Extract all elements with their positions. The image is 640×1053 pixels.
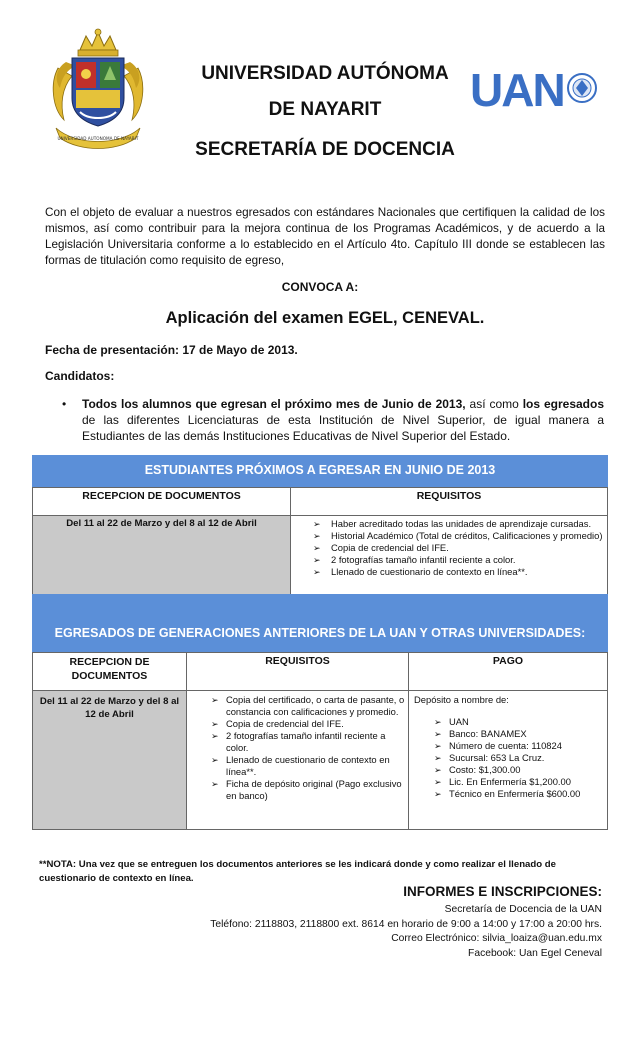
table2-banner: EGRESADOS DE GENERACIONES ANTERIORES DE LA UAN Y OTRAS UNIVERSIDADES: <box>32 594 608 652</box>
candidates-item <box>64 396 604 444</box>
payment-item-text: Banco: BANAMEX <box>449 728 527 739</box>
requirement-item <box>291 542 607 554</box>
bullet-icon: • <box>62 397 67 411</box>
intro-paragraph: Con el objeto de evaluar a nuestros egresados con estándares Nacionales que certifiquen la calidad de los mismos, así como contribuir para la mejora continua de los Programas Académicos, y de acuerdo a la Legislación Universitaria conforme a lo establecido en el Artículo 4to. Capítulo III donde se establecen las formas de titulación como requisito de egreso, <box>45 206 605 267</box>
payment-item-text: Costo: $1,300.00 <box>449 764 521 775</box>
contact-info <box>210 903 602 961</box>
arrow-bullet-icon: ➢ <box>434 717 442 727</box>
presentation-date: Fecha de presentación: 17 de Mayo de 2013. <box>45 343 298 357</box>
table2-payment-cell <box>409 691 608 830</box>
informes-heading: INFORMES E INSCRIPCIONES: <box>403 884 602 899</box>
payment-item-text: Lic. En Enfermería $1,200.00 <box>449 776 571 787</box>
candidates-label: Candidatos: <box>45 369 115 383</box>
payment-list <box>409 706 607 802</box>
arrow-bullet-icon: ➢ <box>211 731 219 741</box>
arrow-bullet-icon: ➢ <box>211 755 219 765</box>
arrow-bullet-icon: ➢ <box>434 777 442 787</box>
requirement-item <box>187 730 408 754</box>
arrow-bullet-icon: ➢ <box>434 741 442 751</box>
candidates-text <box>64 396 604 444</box>
requirement-item <box>291 566 607 578</box>
contact-line: Teléfono: 2118803, 2118800 ext. 8614 en horario de 9:00 a 14:00 y 17:00 a 20:00 hrs. <box>210 918 602 930</box>
arrow-bullet-icon: ➢ <box>434 753 442 763</box>
title-state: DE NAYARIT <box>268 99 382 120</box>
payment-item <box>409 776 607 788</box>
payment-item <box>409 764 607 776</box>
table-previous-graduates <box>32 652 608 830</box>
arrow-bullet-icon: ➢ <box>211 695 219 705</box>
payment-intro: Depósito a nombre de: <box>414 694 509 705</box>
table1-banner: ESTUDIANTES PRÓXIMOS A EGRESAR EN JUNIO DE 2013 <box>32 455 608 487</box>
requirement-item-text: 2 fotografías tamaño infantil reciente a color. <box>331 554 516 565</box>
requirement-item-text: Ficha de depósito original (Pago exclusivo en banco) <box>226 778 402 801</box>
candidates-bold-2: los egresados <box>522 397 605 411</box>
table2-requirements-cell <box>187 691 409 830</box>
arrow-bullet-icon: ➢ <box>211 719 219 729</box>
table2-header-requirements: REQUISITOS <box>187 653 409 691</box>
table2-header-reception: RECEPCION DE DOCUMENTOS <box>33 653 187 691</box>
requirement-item-text: Llenado de cuestionario de contexto en línea**. <box>226 754 390 777</box>
arrow-bullet-icon: ➢ <box>211 779 219 789</box>
requirement-item <box>291 518 607 530</box>
contact-line[interactable]: Facebook: Uan Egel Ceneval <box>468 947 602 959</box>
requirement-item-text: Copia del certificado, o carta de pasante, o constancia con calificaciones y promedio. <box>226 694 405 717</box>
convoca-heading: CONVOCA A: <box>281 280 359 294</box>
table-students-graduating <box>32 487 608 596</box>
requirement-item-text: Copia de credencial del IFE. <box>331 542 449 553</box>
requirement-item <box>187 694 408 718</box>
candidates-text-2: de las diferentes Licenciaturas de esta Institución de Nivel Superior, de igual manera a Estudiantes de las demás Instituciones Educativas de Nivel Superior del Estado. <box>82 413 604 443</box>
table2-dates: Del 11 al 22 de Marzo y del 8 al 12 de Abril <box>33 691 187 830</box>
payment-item <box>409 752 607 764</box>
arrow-bullet-icon: ➢ <box>434 765 442 775</box>
requirement-item-text: Historial Académico (Total de créditos, Calificaciones y promedio) <box>331 530 603 541</box>
contact-line: Secretaría de Docencia de la UAN <box>444 904 602 915</box>
requirement-item <box>291 554 607 566</box>
seal-ribbon-text: UNIVERSIDAD AUTONOMA DE NAYARIT <box>57 136 139 141</box>
table1-header-reception: RECEPCION DE DOCUMENTOS <box>33 488 291 516</box>
requirement-item <box>187 778 408 802</box>
arrow-bullet-icon: ➢ <box>313 567 321 577</box>
payment-item-text: Sucursal: 653 La Cruz. <box>449 752 545 763</box>
payment-item-text: Número de cuenta: 110824 <box>449 740 562 751</box>
title-department: SECRETARÍA DE DOCENCIA <box>195 139 455 160</box>
payment-item-text: Técnico en Enfermería $600.00 <box>449 788 581 799</box>
table2-header-payment: PAGO <box>409 653 608 691</box>
payment-item <box>409 728 607 740</box>
table1-requirements-list <box>291 516 607 580</box>
requirement-item-text: 2 fotografías tamaño infantil reciente a color. <box>226 730 386 753</box>
university-seal-icon <box>46 28 150 150</box>
uan-logo-text: UAN <box>470 64 564 114</box>
uan-logo-icon <box>470 62 600 114</box>
payment-item <box>409 740 607 752</box>
document-header <box>0 0 640 175</box>
table1-requirements-cell <box>291 516 608 596</box>
table1-dates: Del 11 al 22 de Marzo y del 8 al 12 de Abril <box>33 516 291 596</box>
exam-heading: Aplicación del examen EGEL, CENEVAL. <box>165 309 485 327</box>
arrow-bullet-icon: ➢ <box>313 555 321 565</box>
candidates-bold-1: Todos los alumnos que egresan el próximo mes de Junio de 2013, <box>82 397 466 411</box>
payment-item <box>409 788 607 800</box>
payment-item-text: UAN <box>449 716 469 727</box>
arrow-bullet-icon: ➢ <box>434 729 442 739</box>
table1-header-requirements: REQUISITOS <box>291 488 608 516</box>
footnote: **NOTA: Una vez que se entreguen los documentos anteriores se les indicará donde y como realizar el llenado de cuestionario de contexto en línea. <box>39 859 556 884</box>
requirement-item <box>187 754 408 778</box>
table2-requirements-list <box>187 691 408 804</box>
arrow-bullet-icon: ➢ <box>434 789 442 799</box>
contact-line[interactable]: Correo Electrónico: silvia_loaiza@uan.edu.mx <box>391 933 602 944</box>
arrow-bullet-icon: ➢ <box>313 519 321 529</box>
requirement-item-text: Copia de credencial del IFE. <box>226 718 344 729</box>
requirement-item-text: Llenado de cuestionario de contexto en línea**. <box>331 566 528 577</box>
arrow-bullet-icon: ➢ <box>313 531 321 541</box>
candidates-text-1: así como <box>465 397 523 411</box>
payment-item <box>409 716 607 728</box>
requirement-item <box>187 718 408 730</box>
title-university: UNIVERSIDAD AUTÓNOMA <box>201 63 449 84</box>
requirement-item-text: Haber acreditado todas las unidades de aprendizaje cursadas. <box>331 518 592 529</box>
requirement-item <box>291 530 607 542</box>
arrow-bullet-icon: ➢ <box>313 543 321 553</box>
